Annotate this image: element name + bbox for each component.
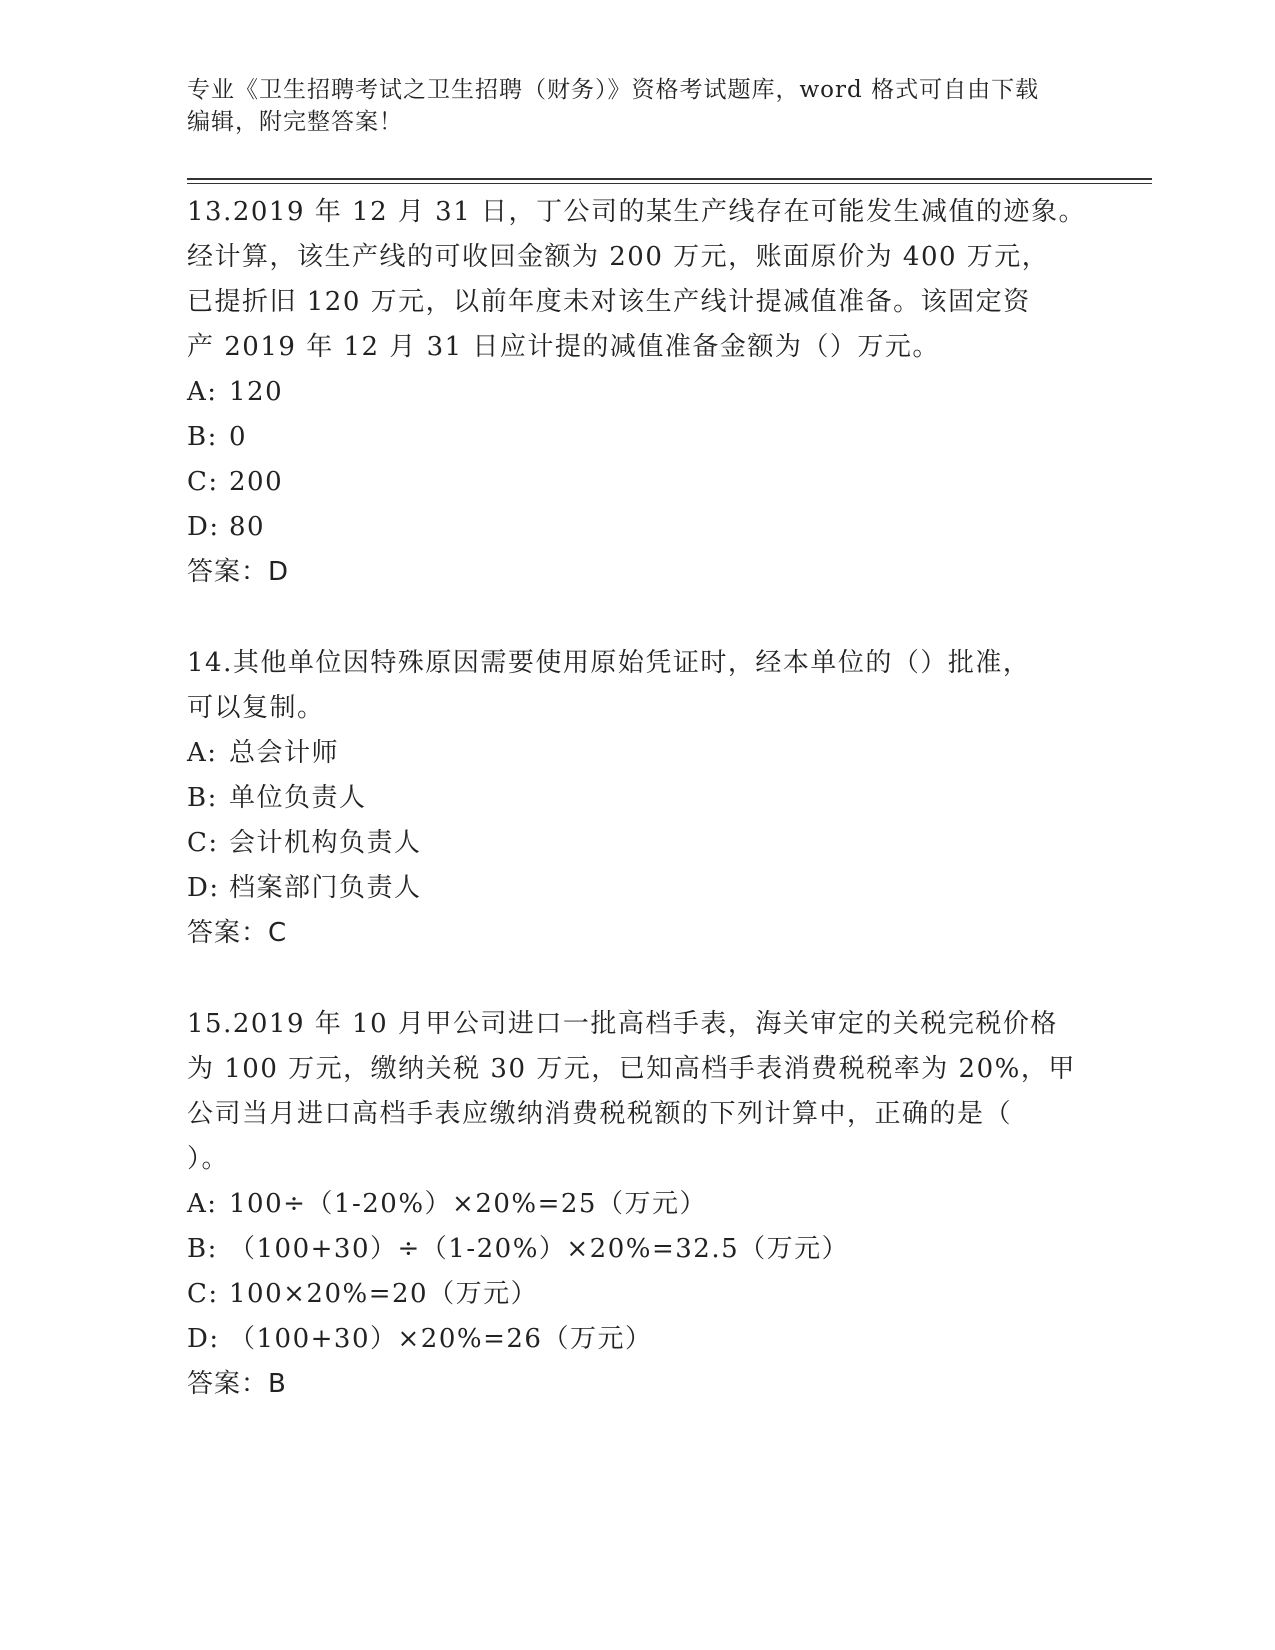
option-text: （100+30）÷（1-20%）×20%=32.5（万元）	[229, 1234, 850, 1264]
header-line-1: 专业《卫生招聘考试之卫生招聘（财务）》资格考试题库，word 格式可自由下载	[187, 77, 1040, 103]
option-c	[187, 821, 1067, 866]
option-letter: D:	[187, 1324, 220, 1354]
option-letter: B:	[187, 783, 218, 813]
option-text: 总会计师	[229, 738, 340, 768]
option-c	[187, 1272, 1067, 1317]
option-text: 100×20%=20（万元）	[229, 1279, 539, 1309]
option-a	[187, 1182, 1067, 1227]
answer-label: 答案：C	[187, 918, 288, 948]
option-letter: B:	[187, 1234, 218, 1264]
option-letter: C:	[187, 1279, 219, 1309]
question-stem-line: 15.2019 年 10 月甲公司进口一批高档手表，海关审定的关税完税价格	[187, 1009, 1058, 1039]
question-list	[187, 190, 1087, 1407]
question-spacer	[187, 595, 1067, 641]
option-b	[187, 776, 1067, 821]
option-a	[187, 370, 1067, 415]
header-line-2: 编辑，附完整答案！	[187, 109, 403, 135]
option-letter: C:	[187, 828, 219, 858]
question-stem-line: 可以复制。	[187, 693, 325, 723]
question-14	[187, 641, 1067, 956]
option-letter: B:	[187, 422, 218, 452]
option-a	[187, 731, 1067, 776]
header-divider-thin	[187, 183, 1152, 184]
option-letter: D:	[187, 512, 220, 542]
option-b	[187, 415, 1067, 460]
option-text: 80	[229, 512, 266, 542]
question-stem-line: 经计算，该生产线的可收回金额为 200 万元，账面原价为 400 万元，	[187, 242, 1050, 272]
option-text: 120	[229, 377, 284, 407]
option-text: （100+30）×20%=26（万元）	[229, 1324, 653, 1354]
option-text: 单位负责人	[229, 783, 367, 813]
answer-label: 答案：D	[187, 557, 290, 587]
option-c	[187, 460, 1067, 505]
option-text: 100÷（1-20%）×20%=25（万元）	[229, 1189, 707, 1219]
option-d	[187, 1317, 1067, 1362]
question-stem-line: 为 100 万元，缴纳关税 30 万元，已知高档手表消费税税率为 20%，甲	[187, 1054, 1076, 1084]
option-text: 200	[229, 467, 284, 497]
header-divider-thick	[187, 178, 1152, 180]
option-text: 0	[229, 422, 248, 452]
option-letter: A:	[187, 1189, 218, 1219]
answer-label: 答案：B	[187, 1369, 287, 1399]
question-stem-line: 已提折旧 120 万元，以前年度未对该生产线计提减值准备。该固定资	[187, 287, 1031, 317]
option-text: 会计机构负责人	[229, 828, 422, 858]
option-text: 档案部门负责人	[229, 873, 422, 903]
question-spacer	[187, 956, 1067, 1002]
option-b	[187, 1227, 1067, 1272]
option-letter: C:	[187, 467, 219, 497]
option-d	[187, 866, 1067, 911]
question-stem-line: 14.其他单位因特殊原因需要使用原始凭证时，经本单位的（）批准，	[187, 648, 1031, 678]
question-stem-line: 公司当月进口高档手表应缴纳消费税税额的下列计算中，正确的是（	[187, 1099, 1013, 1129]
question-stem-line: 13.2019 年 12 月 31 日，丁公司的某生产线存在可能发生减值的迹象。	[187, 197, 1087, 227]
option-letter: A:	[187, 738, 218, 768]
document-header	[187, 74, 1067, 138]
question-15	[187, 1002, 1076, 1407]
option-letter: A:	[187, 377, 218, 407]
question-13	[187, 190, 1087, 595]
option-d	[187, 505, 1067, 550]
option-letter: D:	[187, 873, 220, 903]
question-stem-line: ）。	[187, 1144, 230, 1174]
question-stem-line: 产 2019 年 12 月 31 日应计提的减值准备金额为（）万元。	[187, 332, 940, 362]
